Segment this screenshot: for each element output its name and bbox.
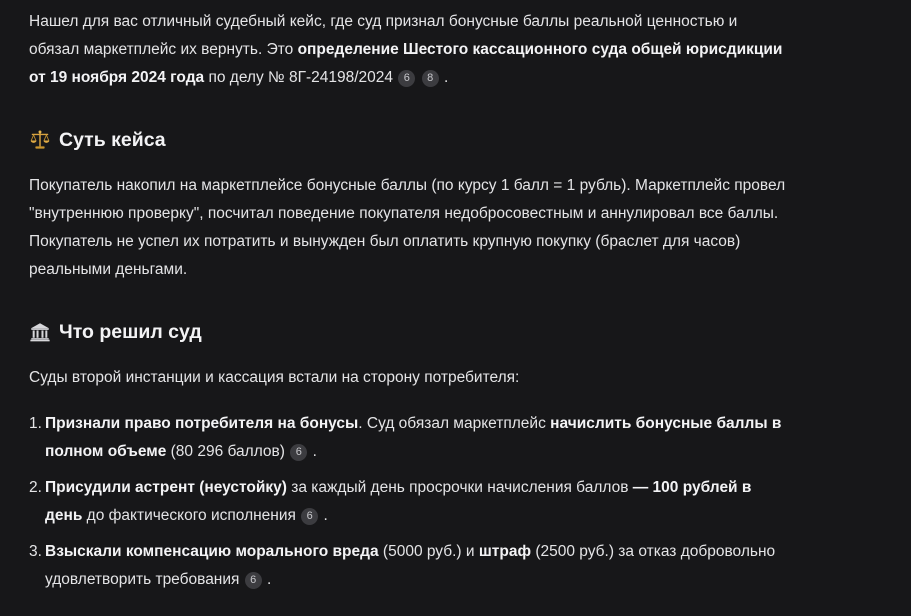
list-number: 3. — [29, 543, 42, 560]
scales-icon — [29, 129, 51, 151]
citation-badge[interactable]: 6 — [290, 444, 307, 461]
citation-badge[interactable]: 6 — [245, 572, 262, 589]
section-heading-case — [29, 126, 789, 154]
intro-text: Нашел для вас отличный судебный кейс, где суд признал бонусные баллы реальной ценностью и обязал маркетплейс их вернуть. Это — [29, 13, 738, 58]
court-lead-paragraph: Суды второй инстанции и кассация встали на сторону потребителя: — [29, 369, 520, 386]
citation-badge[interactable]: 6 — [301, 508, 318, 525]
list-item: 2. Присудили астрент (неустойку) за каждый день просрочки начисления баллов — 100 рублей в день до фактического исполнения 6 . — [29, 474, 789, 530]
message-content — [29, 8, 789, 602]
list-item: 3. Взыскали компенсацию морального вреда (5000 руб.) и штраф (2500 руб.) за отказ добровольно удовлетворить требования 6 . — [29, 538, 789, 594]
courthouse-icon — [29, 321, 51, 343]
citation-badge[interactable]: 6 — [398, 70, 415, 87]
case-summary-paragraph: Покупатель накопил на маркетплейсе бонусные баллы (по курсу 1 балл = 1 рубль). Маркетплейс провел "внутреннюю проверку", посчитал поведение покупателя недобросовестным и аннулировал все баллы. Покупатель не успел их потратить и вынужден был оплатить крупную покупку (браслет для часов) реальными деньгами. — [29, 177, 786, 278]
intro-paragraph: Нашел для вас отличный судебный кейс, где суд признал бонусные баллы реальной ценностью и обязал маркетплейс их вернуть. Это определение Шестого кассационного суда общей юрисдикции от 19 ноября 2024 года по делу № 8Г-24198/2024 6 8 . — [29, 13, 783, 86]
list-number: 2. — [29, 479, 42, 496]
list-number: 1. — [29, 415, 42, 432]
list-item: 1. Признали право потребителя на бонусы. Суд обязал маркетплейс начислить бонусные баллы в полном объеме (80 296 баллов) 6 . — [29, 410, 789, 466]
decisions-list — [29, 410, 789, 594]
section-heading-text: Суть кейса — [59, 129, 166, 151]
citation-badge[interactable]: 8 — [422, 70, 439, 87]
ruling-reference: определение Шестого кассационного суда общей юрисдикции от 19 ноября 2024 года — [29, 41, 783, 86]
case-number-text: по делу № 8Г-24198/2024 — [204, 69, 398, 86]
section-heading-court — [29, 318, 789, 346]
section-heading-text: Что решил суд — [59, 321, 202, 343]
